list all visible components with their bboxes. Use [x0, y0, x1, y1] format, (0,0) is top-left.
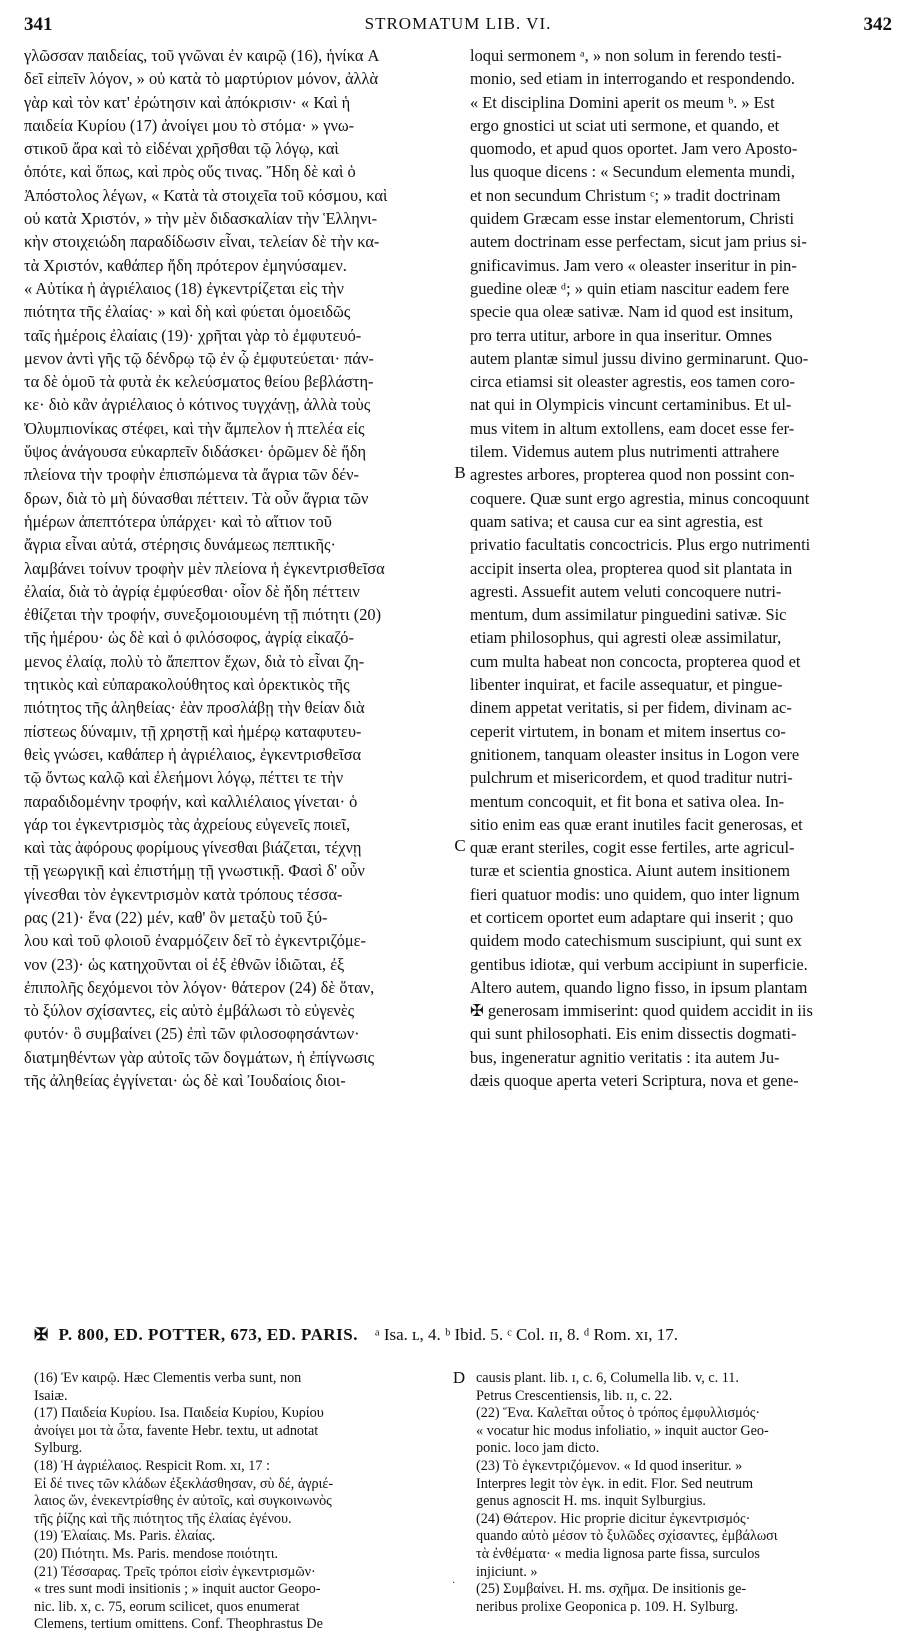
latin-text-line: quomodo, et apud quos oportet. Jam vero Aposto-: [470, 139, 798, 159]
greek-text-line: τὸ ξύλον σχίσαντες, εἰς αὐτὸ ἐμβάλωσι τὸ εὐγενὲς: [24, 1001, 355, 1021]
latin-text-line: tilem. Videmus autem plus nutrimenti attrahere: [470, 442, 780, 462]
latin-text-line: Altero autem, quando ligno fisso, in ipsum plantam: [470, 977, 808, 997]
greek-text-line: τῆς ἀληθείας ἐγγίνεται· ὡς δὲ καὶ Ἰουδαίοις διοι-: [24, 1071, 346, 1091]
footnote-line: injiciunt. »: [476, 1563, 538, 1580]
latin-text-line: autem doctrinam esse perfectam, sicut jam prius si-: [470, 232, 807, 252]
footnote-line: Interpres legit τὸν ἐγκ. in edit. Flor. Sed neutrum: [476, 1475, 753, 1492]
latin-text-line: monio, sed etiam in interrogando et respondendo.: [470, 69, 796, 89]
edition-reference-line: [34, 1325, 892, 1351]
latin-text-line: et corticem oportet eum adaptare qui inserit ; quo: [470, 907, 794, 927]
scripture-references: ᵃ Isa. ʟ, 4. ᵇ Ibid. 5. ᶜ Col. ɪɪ, 8. ᵈ Rom. xɪ, 17.: [374, 1325, 679, 1344]
footnote-line: (23) Τὸ ἐγκεντριζόμενον. « Id quod inseritur. »: [476, 1457, 743, 1474]
footnote-line: (17) Παιδεία Κυρίου. Isa. Παιδεία Κυρίου, Κυρίου: [34, 1405, 324, 1422]
footnote-line: (18) Ἡ ἀγριέλαιος. Respicit Rom. xɪ, 17 :: [34, 1457, 270, 1474]
greek-text-line: κε· διὸ κἂν ἀγριέλαιος ὁ κότινος τυγχάνῃ, ἀλλὰ τοὺς: [24, 395, 371, 415]
latin-text-line: pulchrum et misericordem, et quod traditur nutri-: [470, 768, 793, 788]
greek-text-line: Ἀπόστολος λέγων, « Κατὰ τὰ στοιχεῖα τοῦ κόσμου, καὶ: [24, 185, 388, 205]
greek-text-line: ἐπιπολῆς δεχόμενοι τὸν λόγον· θάτερον (24) δὲ ὅταν,: [24, 977, 375, 997]
latin-text-line: quam sativa; et causa cur ea sint agrestia, est: [470, 511, 763, 531]
latin-text-line: libenter inquirat, et facile assequatur, et pingue-: [470, 675, 783, 695]
notes-margin-letter: D: [452, 1368, 466, 1387]
latin-text-line: « Et disciplina Domini aperit os meum ᵇ. » Est: [470, 92, 775, 112]
footnote-line: (16) Ἐν καιρῷ. Hæc Clementis verba sunt, non: [34, 1370, 302, 1386]
latin-text-line: bus, ingeneratur agnitio veritatis : ita autem Ju-: [470, 1047, 780, 1067]
greek-text-line: πιότητα τῆς ἐλαίας· » καὶ δὴ καὶ φύεται ὁμοειδῶς: [24, 302, 351, 322]
footnotes-right-column: [476, 1370, 896, 1616]
footnote-line: genus agnoscit H. ms. inquit Sylburgius.: [476, 1493, 706, 1510]
footnotes-left-column: [34, 1370, 444, 1634]
greek-text-line: οὐ κατὰ Χριστόν, » τὴν μὲν διδασκαλίαν τὴν Ἑλληνι-: [24, 209, 378, 229]
latin-text-line: et non secundum Christum ᶜ; » tradit doctrinam: [470, 185, 781, 205]
greek-text-line: ὁπότε, καὶ ὅπως, καὶ πρὸς οὕς τινας. Ἤδη δὲ καὶ ὁ: [24, 162, 356, 182]
greek-text-line: μενος ἐλαίᾳ, πολὺ τὸ ἄπεπτον ἔχων, διὰ τὸ εἶναι ζη-: [24, 651, 365, 671]
footnote-line: causis plant. lib. ɪ, c. 6, Columella lib. v, c. 11.: [476, 1370, 739, 1386]
latin-text-line: gnificavimus. Jam vero « oleaster inseritur in pin-: [470, 255, 797, 275]
greek-text-line: πλείονα τὴν τροφὴν ἐπισπώμενα τὰ ἄγρια τῶν δέν-: [24, 465, 359, 485]
footnote-line: Isaiæ.: [34, 1387, 68, 1404]
latin-text-line: nat qui in Olympicis vincunt certaminibus. Et ul-: [470, 395, 792, 415]
greek-text-line: τῇ γεωργικῇ καὶ ἐπιστήμῃ τῇ γνωστικῇ. Φασὶ δ' οὖν: [24, 861, 365, 881]
latin-text-line: guedine oleæ ᵈ; » quin etiam nascitur eadem fere: [470, 278, 790, 298]
greek-text-line: πίστεως δύναμιν, τῇ χρηστῇ καὶ ἡμέρῳ καταφυτευ-: [24, 721, 362, 741]
footnote-line: τὰ ἐνθέματα· « media lignosa parte fissa, surculos: [476, 1545, 760, 1562]
footnote-line: neribus prolixe Geoponica p. 109. H. Sylburg.: [476, 1598, 739, 1615]
latin-text-line: dinem appetat veritatis, si per fidem, divinam ac-: [470, 698, 792, 718]
footnote-line: « tres sunt modi insitionis ; » inquit auctor Geopo-: [34, 1581, 321, 1598]
cross-marker-icon: ✠: [34, 1325, 49, 1344]
greek-text-line: γάρ τοι ἐγκεντρισμὸς τὰς ἀχρείους εὐγενεῖς ποιεῖ,: [24, 814, 351, 834]
latin-text-line: agresti. Assuefit autem veluti concoquere nutri-: [470, 581, 782, 601]
latin-text-line: mus vitem in altum extollens, eam docet esse fer-: [470, 418, 795, 438]
footnote-line: Sylburg.: [34, 1440, 83, 1457]
greek-text-line: γλῶσσαν παιδείας, τοῦ γνῶναι ἐν καιρῷ (16), ἡνίκα A: [24, 46, 380, 65]
latin-text-line: sitio enim eas quæ erant inutiles facit generosas, et: [470, 814, 803, 834]
greek-text-line: τῷ ὄντως καλῷ καὶ ἐλεήμονι λόγῳ, πέττει τε τὴν: [24, 768, 344, 788]
greek-text-line: διατμηθέντων γὰρ αὐτοῖς τῶν δογμάτων, ἡ ἐπίγνωσις: [24, 1047, 375, 1067]
greek-text-line: Ὀλυμπιονίκας στέφει, καὶ τὴν ἄμπελον ἡ πτελέα εἰς: [24, 418, 365, 438]
greek-text-line: λου καὶ τοῦ φλοιοῦ ἐναρμόζειν δεῖ τὸ ἐγκεντριζόμε-: [24, 931, 366, 951]
footnote-line: (19) Ἐλαίαις. Ms. Paris. ἐλαίας.: [34, 1528, 216, 1545]
latin-text-line: coquere. Quæ sunt ergo agrestia, minus concoquunt: [470, 488, 810, 508]
latin-text-line: gentibus idiotæ, qui verbum accipiunt in superficie.: [470, 954, 808, 974]
greek-text-line: τητικὸς καὶ εὐπαρακολούθητος καὶ ὀρεκτικὸς τῆς: [24, 675, 350, 695]
latin-text-line: privatio facultatis concoctricis. Plus ergo nutrimenti: [470, 535, 811, 555]
greek-text-line: τὰ Χριστόν, καθάπερ ἤδη πρότερον ἐμηνύσαμεν.: [24, 255, 347, 275]
greek-text-line: λαμβάνει τοίνυν τροφὴν μὲν πλείονα ἡ ἐγκεντρισθεῖσα: [24, 558, 385, 578]
latin-text-line: loqui sermonem ᵃ, » non solum in ferendo testi-: [470, 46, 782, 65]
footnote-line: (22) Ἕνα. Καλεῖται οὗτος ὁ τρόπος ἐμφυλλισμός·: [476, 1405, 761, 1422]
page-number-right: 342: [863, 14, 892, 35]
greek-text-line: φυτόν· ὃ συμβαίνει (25) ἐπὶ τῶν φιλοσοφησάντων·: [24, 1024, 360, 1044]
footnote-line: « vocatur hic modus infoliatio, » inquit auctor Geo-: [476, 1422, 769, 1439]
greek-text-line: παραδιδομένην τροφήν, καὶ καλλιέλαιος γίνεται· ὁ: [24, 791, 358, 811]
latin-text-line: agrestes arbores, propterea quod non possint con-: [470, 465, 795, 485]
latin-text-line: etiam philosophus, qui agresti oleæ assimilatur,: [470, 628, 782, 648]
greek-text-line: μενον ἀντὶ γῆς τῷ δένδρῳ τῷ ἐν ᾧ ἐμφυτεύεται· πάν-: [24, 348, 374, 368]
latin-text-line: ceperit virtutem, in bonam et mitem insertus co-: [470, 721, 786, 741]
greek-text-line: πιότητος τῆς ἀληθείας· ἐὰν προσλάβῃ τὴν θείαν διὰ: [24, 698, 365, 718]
latin-text-line: fieri quatuor modis: uno quidem, quo inter lignum: [470, 884, 800, 904]
greek-text-line: « Αὐτίκα ἡ ἀγριέλαιος (18) ἐγκεντρίζεται εἰς τὴν: [24, 278, 344, 298]
greek-text-line: καὶ τὰς ἀφόρους φορίμους γίνεσθαι βιάζεται, τέχνῃ: [24, 838, 362, 858]
footnote-line: Clemens, tertium omittens. Conf. Theophrastus De: [34, 1616, 323, 1633]
bottom-mark: ·: [452, 1578, 456, 1589]
greek-text-line: στικοῦ ἄρα καὶ τὸ εἰδέναι χρῆσθαι τῷ λόγῳ, καὶ: [24, 139, 339, 159]
latin-text-line: autem plantæ simul jussu divino germinarunt. Quo-: [470, 348, 809, 368]
greek-text-line: κὴν στοιχειώδη παραδίδωσιν εἶναι, τελείαν δὲ τὴν κα-: [24, 232, 380, 252]
footnote-line: τῆς ῥίζης καὶ τῆς πιότητος τῆς ἐλαίας ἐγένου.: [34, 1510, 292, 1527]
latin-text-line: qui sunt philosophati. Eis enim dissectis dogmati-: [470, 1024, 797, 1044]
latin-text-line: turæ et scientia gnostica. Aiunt autem insitionem: [470, 861, 791, 881]
greek-text-line: ἡμέρων ἀπεπτότερα ὑπάρχει· καὶ τὸ αἴτιον τοῦ: [24, 511, 332, 531]
greek-text-line: γὰρ καὶ τὸν κατ' ἐρώτησιν καὶ ἀπόκρισιν· « Καὶ ἡ: [24, 92, 351, 112]
greek-text-line: ἐθίζεται τὴν τροφήν, συνεξομοιουμένη τῇ πιότητι (20): [24, 605, 382, 625]
footnote-line: ponic. loco jam dicto.: [476, 1440, 600, 1457]
latin-text-column: [470, 44, 895, 1092]
greek-text-line: δεῖ εἰπεῖν λόγον, » οὐ κατὰ τὸ μαρτύριον μόνον, ἀλλὰ: [24, 69, 379, 89]
latin-text-line: specie qua oleæ sativæ. Nam id quod est insitum,: [470, 302, 794, 322]
greek-text-line: ρας (21)· ἕνα (22) μέν, καθ' ὃν μεταξὺ τοῦ ξύ-: [24, 907, 328, 927]
greek-text-column: [24, 44, 452, 1092]
running-title: STROMATUM LIB. VI.: [364, 14, 552, 33]
latin-text-line: mentum, dum assimilatur pinguedini sativæ. Sic: [470, 605, 787, 625]
latin-text-line: gnitionem, tanquam oleaster insitus in Logon vere: [470, 744, 800, 764]
latin-text-line: circa etiamsi sit oleaster agrestis, eos tamen coro-: [470, 372, 795, 392]
margin-letter: C: [454, 836, 466, 856]
latin-text-line: mentum concoquit, et fit bona et sativa olea. In-: [470, 791, 785, 811]
greek-text-line: ἄγρια εἶναι αὐτά, στέρησις δυνάμεως πεπτικῆς·: [24, 535, 336, 555]
latin-text-line: cum multa habeat non concocta, propterea quod et: [470, 651, 801, 671]
footnote-line: λαιος ὤν, ἐνεκεντρίσθης ἐν αὐτοῖς, καὶ συγκοινωνὸς: [34, 1493, 332, 1510]
footnote-line: (24) Θάτερον. Hic proprie dicitur ἐγκεντρισμός·: [476, 1510, 751, 1527]
latin-text-line: lus quoque dicens : « Secundum elementa mundi,: [470, 162, 796, 182]
greek-text-line: νον (23)· ὡς κατηχοῦνται οἱ ἐξ ἐθνῶν ἰδιῶται, ἐξ: [24, 954, 345, 974]
footnote-line: Petrus Crescentiensis, lib. ɪɪ, c. 22.: [476, 1387, 673, 1404]
footnote-line: ἀνοίγει μοι τὰ ὦτα, favente Hebr. textu, ut adnotat: [34, 1422, 319, 1439]
footnote-line: (25) Συμβαίνει. H. ms. σχῆμα. De insitionis ge-: [476, 1581, 747, 1598]
footnote-line: Εἰ δέ τινες τῶν κλάδων ἐξεκλάσθησαν, σὺ δέ, ἀγριέ-: [34, 1475, 334, 1492]
margin-letter: B: [454, 463, 466, 483]
greek-text-line: ὕψος ἀνάγουσα εὐκαρπεῖν διδάσκει· ὁρῶμεν δὲ ἤδη: [24, 442, 367, 462]
latin-text-line: ergo gnostici ut sciat uti sermone, et quando, et: [470, 115, 780, 135]
latin-text-line: quidem Græcam esse instar elementorum, Christi: [470, 209, 795, 229]
footnote-line: nic. lib. x, c. 75, eorum scilicet, quos enumerat: [34, 1598, 300, 1615]
edition-pages: P. 800, ED. POTTER, 673, ED. PARIS.: [58, 1325, 358, 1344]
greek-text-line: θεὶς γνώσει, καθάπερ ἡ ἀγριέλαιος, ἐγκεντρισθεῖσα: [24, 744, 362, 764]
footnote-line: (20) Πιότητι. Ms. Paris. mendose ποιότητι.: [34, 1545, 279, 1562]
page-header: [24, 14, 892, 40]
greek-text-line: ταῖς ἡμέροις ἐλαίαις (19)· χρῆται γὰρ τὸ ἐμφυτευό-: [24, 325, 362, 345]
latin-text-line: quidem modo catechismum suscipiunt, qui sunt ex: [470, 931, 802, 951]
footnote-line: quando αὐτὸ μέσον τὸ ξυλῶδες σχίσαντες, ἐμβάλωσι: [476, 1528, 778, 1545]
latin-text-line: quæ erant steriles, cogit esse fertiles, arte agricul-: [470, 838, 795, 858]
page-number-left: 341: [24, 14, 53, 35]
greek-text-line: τα δὲ ὁμοῦ τὰ φυτὰ ἐκ κελεύσματος θείου βεβλάστη-: [24, 372, 374, 392]
footnote-line: (21) Τέσσαρας. Τρεῖς τρόποι εἰσὶν ἐγκεντρισμῶν·: [34, 1563, 316, 1580]
greek-text-line: ἐλαία, διὰ τὸ ἀγρίᾳ ἐμφύεσθαι· οἷον δὲ ἤδη πέττειν: [24, 581, 360, 601]
latin-text-line: pro terra utitur, arbore in qua inseritur. Omnes: [470, 325, 773, 345]
latin-text-line: ✠ generosam immiserint: quod quidem accidit in iis: [470, 1001, 813, 1021]
greek-text-line: γίνεσθαι τὸν ἐγκεντρισμὸν κατὰ τρόπους τέσσα-: [24, 884, 343, 904]
latin-text-line: accipit inserta olea, propterea quod sit plantata in: [470, 558, 793, 578]
latin-text-line: dæis quoque aperta veteri Scriptura, nova et gene-: [470, 1071, 799, 1091]
greek-text-line: παιδεία Κυρίου (17) ἀνοίγει μου τὸ στόμα· » γνω-: [24, 115, 355, 135]
greek-text-line: τῆς ἡμέρου· ὡς δὲ καὶ ὁ φιλόσοφος, ἀγρίᾳ εἰκαζό-: [24, 628, 354, 648]
greek-text-line: δρων, διὰ τὸ μὴ δύνασθαι πέττειν. Τὰ οὖν ἄγρια τῶν: [24, 488, 369, 508]
